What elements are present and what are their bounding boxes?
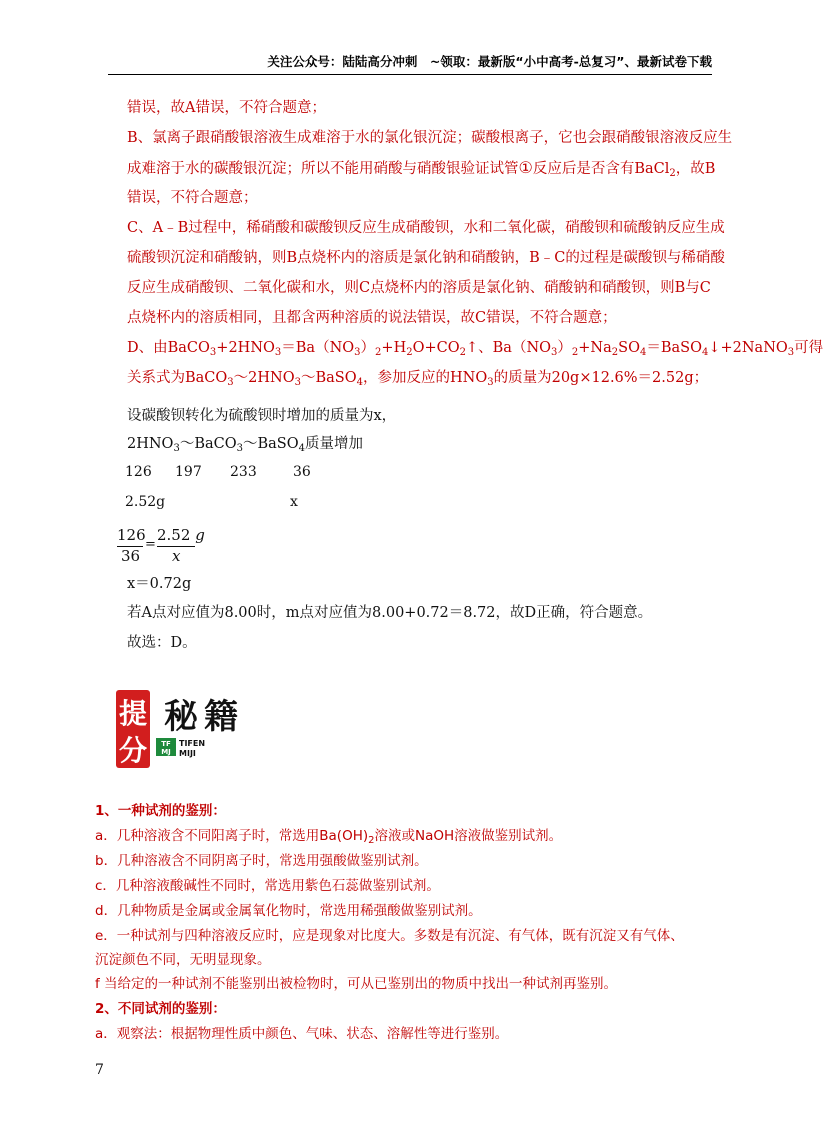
t: 溶液或NaOH溶液做鉴别试剂。 (374, 828, 563, 844)
s: 3 (294, 377, 301, 388)
t: ～2HNO (233, 370, 295, 386)
s: 3 (787, 347, 795, 358)
s: 3 (236, 443, 243, 454)
s: 3 (354, 347, 361, 358)
s: 3 (173, 443, 180, 454)
t: SO (618, 340, 640, 356)
t: ～BaCO (179, 436, 237, 452)
circled-number-1: ① (518, 158, 533, 177)
t: ） (557, 340, 572, 356)
t: 质量增加 (305, 436, 363, 452)
mass-233: 233 (230, 464, 257, 480)
s: 3 (209, 347, 217, 358)
text-span: 成难溶于水的碳酸银沉淀；所以不能用硝酸与硝酸银验证试管 (127, 161, 519, 177)
tip-b: b．几种溶液含不同阴离子时，常选用强酸做鉴别试剂。 (95, 853, 428, 869)
t: D、由BaCO (127, 340, 210, 356)
equation-line-d (127, 338, 823, 358)
subscript: 2 (669, 168, 676, 179)
mass-36: 36 (293, 464, 311, 480)
fraction-equals: = (145, 537, 156, 552)
t: ＝Ba（NO (281, 340, 355, 356)
tifen-miji-logo (116, 690, 246, 770)
t: 2HNO (127, 436, 174, 452)
body-line-2: B、氯离子跟硝酸银溶液生成难溶于水的氯化银沉淀；碳酸根离子，它也会跟硝酸银溶液反应生 (127, 130, 733, 146)
t: ↑、Ba（NO (466, 340, 552, 356)
body-line-1: 错误，故A错误，不符合题意； (127, 100, 326, 116)
s: 2 (406, 347, 413, 358)
s: 3 (551, 347, 558, 358)
mass-126: 126 (125, 464, 152, 480)
t: +H (381, 340, 407, 356)
relation-line (127, 368, 727, 388)
tip-d: d．几种物质是金属或金属氧化物时，常选用稀强酸做鉴别试剂。 (95, 903, 482, 919)
t: g (195, 526, 205, 544)
s: 4 (298, 443, 305, 454)
t: a．几种溶液含不同阳离子时，常选用Ba(OH) (95, 828, 369, 844)
mass-197: 197 (175, 464, 202, 480)
t: 的质量为20g×12.6%＝2.52g； (493, 370, 709, 386)
tip-c: c．几种溶液酸碱性不同时，常选用紫色石蕊做鉴别试剂。 (95, 878, 440, 894)
mass-2-52g: 2.52g (125, 494, 166, 510)
tip-f: f 当给定的一种试剂不能鉴别出被检物时，可从已鉴别出的物质中找出一种试剂再鉴别。 (95, 976, 618, 992)
s: 2 (368, 835, 375, 846)
t: ） (360, 340, 376, 356)
logo-char-2: 分 (118, 734, 148, 767)
body-line-4: 错误，不符合题意； (127, 190, 258, 206)
t: +Na (578, 340, 612, 356)
answer-line: 故选：D。 (127, 635, 197, 651)
body-line-6: 硫酸钡沉淀和硝酸钠，则B点烧杯内的溶质是氯化钠和硝酸钠，B﹣C的过程是碳酸钡与稀硝酸 (127, 250, 725, 266)
tip-a (95, 827, 562, 845)
fraction-num-left: 126 (117, 526, 146, 544)
fraction-den-left: 36 (121, 547, 141, 565)
assume-line: 设碳酸钡转化为硫酸钡时增加的质量为x， (127, 408, 397, 424)
logo-en-2: MIJI (179, 749, 196, 758)
logo-graphic (116, 690, 246, 770)
tip-g: a．观察法：根据物理性质中颜色、气味、状态、溶解性等进行鉴别。 (95, 1026, 509, 1042)
s: 4 (639, 347, 647, 358)
t: ＝BaSO (646, 340, 702, 356)
tips-heading-2: 2、不同试剂的鉴别： (95, 1001, 226, 1017)
header-rule (108, 74, 712, 75)
t: ↓+2NaNO (708, 340, 788, 356)
t: O+CO (412, 340, 460, 356)
relation-heading (127, 434, 727, 454)
logo-char-1: 提 (118, 697, 148, 730)
mass-x: x (290, 494, 298, 510)
page-number: 7 (95, 1062, 104, 1078)
logo-en-1: TIFEN (179, 739, 206, 748)
body-line-8: 点烧杯内的溶质相同，且都含两种溶质的说法错误，故C错误，不符合题意； (127, 310, 617, 326)
s: 3 (227, 377, 234, 388)
s: 3 (274, 347, 282, 358)
s: 2 (375, 347, 382, 358)
fraction-num-right (157, 526, 205, 544)
s: 2 (571, 347, 579, 358)
body-line-5: C、A﹣B过程中，稀硝酸和碳酸钡反应生成硝酸钡，水和二氧化碳，硝酸钡和硫酸钠反应生成 (127, 220, 725, 236)
result-line: x＝0.72g (127, 576, 192, 592)
logo-char-4: 籍 (204, 697, 238, 737)
s: 2 (611, 347, 619, 358)
body-line-3 (127, 158, 727, 179)
t: +2HNO (216, 340, 275, 356)
body-line-7: 反应生成硝酸钡、二氧化碳和水，则C点烧杯内的溶质是氯化钠、硝酸钠和硝酸钡，则B与C (127, 280, 711, 296)
s: 4 (356, 377, 363, 388)
logo-char-3: 秘 (164, 697, 198, 737)
t: 2.52 (157, 526, 191, 544)
tip-e-1: e．一种试剂与四种溶液反应时，应是现象对比度大。多数是有沉淀、有气体，既有沉淀又有气体、 (95, 928, 684, 944)
t: ～BaSO (243, 436, 299, 452)
text-span: ，故B (675, 161, 716, 177)
logo-mark-bottom: MJ (161, 748, 171, 756)
logo-mark-top: TF (161, 740, 171, 748)
fraction-den-right: x (172, 547, 181, 565)
tip-e-2: 沉淀颜色不同，无明显现象。 (95, 952, 271, 968)
tips-heading-1: 1、一种试剂的鉴别： (95, 803, 226, 819)
s: 4 (701, 347, 709, 358)
t: 关系式为BaCO (127, 370, 228, 386)
text-span: 反应后是否含有BaCl (532, 161, 670, 177)
t: ～BaSO (301, 370, 357, 386)
t: ，参加反应的HNO (363, 370, 488, 386)
s: 2 (459, 347, 466, 358)
s: 3 (487, 377, 494, 388)
t: 可得 (794, 340, 823, 356)
page-header: 关注公众号：陆陆高分冲刺 ~领取：最新版“小中高考-总复习”、最新试卷下载 (267, 54, 712, 69)
conclusion-line: 若A点对应值为8.00时，m点对应值为8.00+0.72＝8.72，故D正确，符合题意。 (127, 605, 653, 621)
